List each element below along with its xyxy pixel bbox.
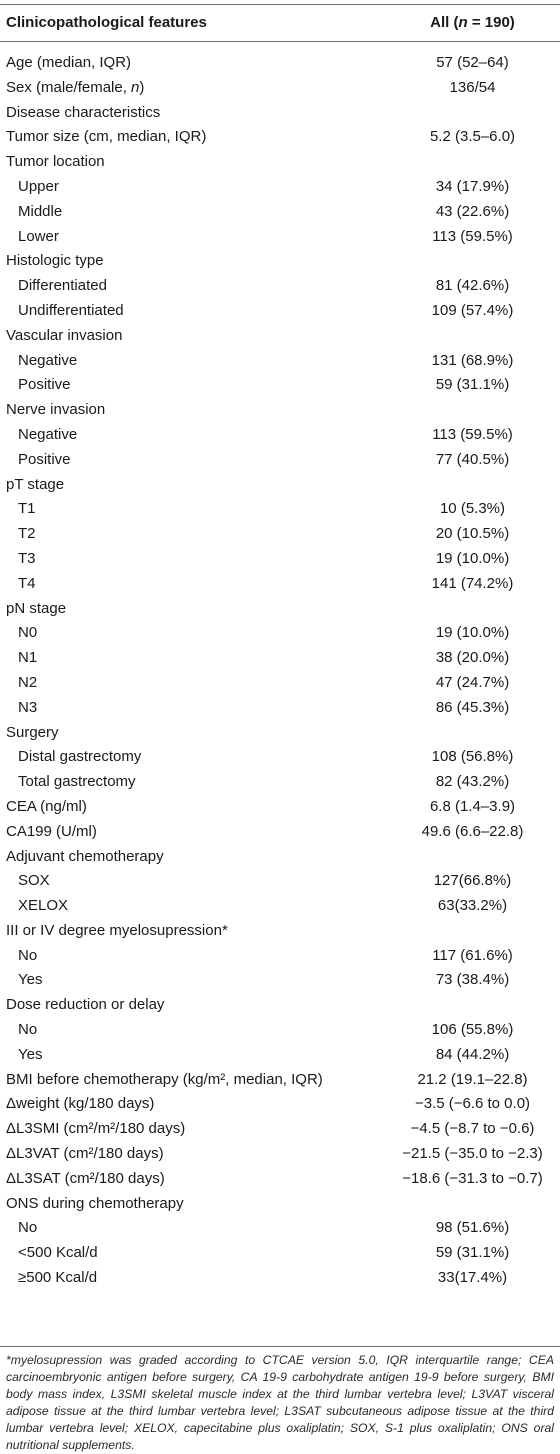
row-label: No	[18, 1021, 38, 1039]
header-all: All (n = 190)	[430, 14, 515, 31]
table-body	[0, 51, 560, 1291]
bottom-rule	[0, 1346, 560, 1347]
table-row	[0, 621, 560, 646]
row-label: ONS during chemotherapy	[6, 1194, 184, 1212]
row-value: 43 (22.6%)	[435, 202, 510, 220]
row-label: BMI before chemotherapy (kg/m², median, IQR)	[6, 1070, 323, 1088]
table-row	[0, 944, 560, 969]
row-value: −3.5 (−6.6 to 0.0)	[414, 1095, 531, 1113]
row-label: CEA (ng/ml)	[6, 797, 87, 815]
header-features: Clinicopathological features	[6, 14, 207, 31]
table-row	[0, 770, 560, 795]
row-label: pN stage	[6, 599, 67, 617]
row-label: ΔL3SMI (cm²/m²/180 days)	[6, 1120, 186, 1138]
row-value: 81 (42.6%)	[435, 277, 510, 295]
row-value: 131 (68.9%)	[431, 351, 514, 369]
table-row	[0, 299, 560, 324]
row-label: Dose reduction or delay	[6, 996, 165, 1014]
row-value: 38 (20.0%)	[435, 649, 510, 667]
table-row	[0, 497, 560, 522]
row-value: 109 (57.4%)	[431, 301, 514, 319]
row-value: 77 (40.5%)	[435, 450, 510, 468]
table-row	[0, 125, 560, 150]
table-row	[0, 249, 560, 274]
table-row	[0, 869, 560, 894]
table-row	[0, 795, 560, 820]
table-row	[0, 522, 560, 547]
table-row	[0, 200, 560, 225]
row-label: Adjuvant chemotherapy	[6, 847, 164, 865]
row-label: T2	[18, 525, 36, 543]
table-row	[0, 1043, 560, 1068]
row-label: Middle	[18, 202, 63, 220]
table-footnote: *myelosupression was graded according to CTCAE version 5.0, IQR interquartile range; CEA carcinoembryonic antigen before surgery, CA 19-9 carbohydrate antigen 19-9 before surgery, BMI body mass index, L3SMI skeletal muscle index at the third lumbar vertebra level; L3VAT visceral adipose tissue at the third lumbar vertebra level; L3SAT subcutaneous adipose tissue at the third lumbar vertebra level; XELOX, capecitabine plus oxaliplatin; SOX, S-1 plus oxaliplatin; ONS oral nutritional supplements.	[6, 1353, 554, 1452]
table-row	[0, 845, 560, 870]
row-label: III or IV degree myelosupression*	[6, 921, 228, 939]
row-label: Tumor size (cm, median, IQR)	[6, 128, 207, 146]
row-label: N2	[18, 673, 38, 691]
table-row	[0, 1167, 560, 1192]
table-row	[0, 721, 560, 746]
table-row	[0, 324, 560, 349]
row-label: Yes	[18, 1045, 43, 1063]
table-row	[0, 572, 560, 597]
row-label: Δweight (kg/180 days)	[6, 1095, 155, 1113]
table-row	[0, 51, 560, 76]
table-row	[0, 745, 560, 770]
table-row	[0, 101, 560, 126]
table-row	[0, 1018, 560, 1043]
table-row	[0, 274, 560, 299]
table-row	[0, 646, 560, 671]
row-label: ΔL3VAT (cm²/180 days)	[6, 1145, 164, 1163]
row-value: 33(17.4%)	[437, 1269, 508, 1287]
table-row	[0, 1142, 560, 1167]
table-row	[0, 919, 560, 944]
table-row	[0, 398, 560, 423]
row-value: 19 (10.0%)	[435, 624, 510, 642]
row-value: 98 (51.6%)	[435, 1219, 510, 1237]
table-row	[0, 1068, 560, 1093]
row-value: 113 (59.5%)	[432, 425, 513, 443]
row-label: T4	[18, 574, 36, 592]
table-row	[0, 597, 560, 622]
row-label: <500 Kcal/d	[18, 1244, 98, 1262]
table-header	[0, 4, 560, 41]
table-row	[0, 894, 560, 919]
row-value: 19 (10.0%)	[435, 549, 510, 567]
table-row	[0, 671, 560, 696]
row-value: 63(33.2%)	[437, 897, 508, 915]
row-value: 106 (55.8%)	[431, 1021, 514, 1039]
row-label: Surgery	[6, 723, 59, 741]
row-label: No	[18, 1219, 38, 1237]
row-label: Negative	[18, 351, 78, 369]
row-label: Tumor location	[6, 153, 105, 171]
table-row	[0, 373, 560, 398]
row-label: Lower	[18, 227, 59, 245]
table-row	[0, 225, 560, 250]
row-value: 5.2 (3.5–6.0)	[429, 128, 516, 146]
row-value: 73 (38.4%)	[435, 971, 510, 989]
table-row	[0, 473, 560, 498]
row-label: ≥500 Kcal/d	[18, 1269, 98, 1287]
row-value: 6.8 (1.4–3.9)	[429, 797, 516, 815]
row-label: Histologic type	[6, 252, 104, 270]
row-value: 59 (31.1%)	[435, 1244, 510, 1262]
row-label: N3	[18, 698, 38, 716]
row-value: 82 (43.2%)	[435, 773, 510, 791]
row-label: Sex (male/female, n)	[6, 78, 145, 96]
row-label: Nerve invasion	[6, 401, 106, 419]
table-row	[0, 349, 560, 374]
row-value: 127(66.8%)	[433, 872, 512, 890]
row-label: Positive	[18, 450, 71, 468]
table-row	[0, 1192, 560, 1217]
row-label: Undifferentiated	[18, 301, 124, 319]
table-row	[0, 1092, 560, 1117]
table-row	[0, 1241, 560, 1266]
row-value: 113 (59.5%)	[432, 227, 513, 245]
table-row	[0, 448, 560, 473]
row-label: pT stage	[6, 475, 65, 493]
row-label: T1	[18, 500, 36, 518]
row-value: 84 (44.2%)	[435, 1045, 510, 1063]
row-value: 59 (31.1%)	[435, 376, 510, 394]
table-row	[0, 175, 560, 200]
table-row	[0, 547, 560, 572]
row-value: 20 (10.5%)	[435, 525, 510, 543]
row-label: Vascular invasion	[6, 326, 123, 344]
row-label: SOX	[18, 872, 50, 890]
table-row	[0, 1266, 560, 1291]
row-value: 141 (74.2%)	[431, 574, 514, 592]
table-row	[0, 423, 560, 448]
row-label: Positive	[18, 376, 71, 394]
row-label: Distal gastrectomy	[18, 748, 142, 766]
row-value: 136/54	[449, 78, 496, 96]
row-label: Yes	[18, 971, 43, 989]
row-label: Disease characteristics	[6, 103, 161, 121]
table-row	[0, 1117, 560, 1142]
row-label: T3	[18, 549, 36, 567]
row-value: 117 (61.6%)	[432, 946, 513, 964]
row-label: Age (median, IQR)	[6, 54, 132, 71]
row-value: 47 (24.7%)	[435, 673, 510, 691]
row-value: 108 (56.8%)	[431, 748, 514, 766]
row-label: No	[18, 946, 38, 964]
row-label: XELOX	[18, 897, 69, 915]
row-label: CA199 (U/ml)	[6, 822, 97, 840]
row-value: 86 (45.3%)	[435, 698, 510, 716]
table-row	[0, 820, 560, 845]
table-row	[0, 150, 560, 175]
table-row	[0, 993, 560, 1018]
row-label: Upper	[18, 177, 59, 195]
row-value: −4.5 (−8.7 to −0.6)	[410, 1120, 535, 1138]
table-row	[0, 1216, 560, 1241]
header-rule	[0, 41, 560, 42]
row-label: N1	[18, 649, 38, 667]
row-value: −18.6 (−31.3 to −0.7)	[402, 1169, 543, 1187]
row-value: 10 (5.3%)	[439, 500, 506, 518]
table-row	[0, 696, 560, 721]
row-label: Negative	[18, 425, 78, 443]
table-row	[0, 968, 560, 993]
table-row	[0, 76, 560, 101]
row-label: N0	[18, 624, 38, 642]
row-label: ΔL3SAT (cm²/180 days)	[6, 1169, 165, 1187]
row-value: −21.5 (−35.0 to −2.3)	[402, 1145, 543, 1163]
row-value: 49.6 (6.6–22.8)	[421, 822, 524, 840]
row-value: 21.2 (19.1–22.8)	[417, 1070, 528, 1088]
row-value: 34 (17.9%)	[435, 177, 510, 195]
row-label: Total gastrectomy	[18, 773, 136, 791]
row-label: Differentiated	[18, 277, 107, 295]
row-value: 57 (52–64)	[436, 54, 509, 71]
